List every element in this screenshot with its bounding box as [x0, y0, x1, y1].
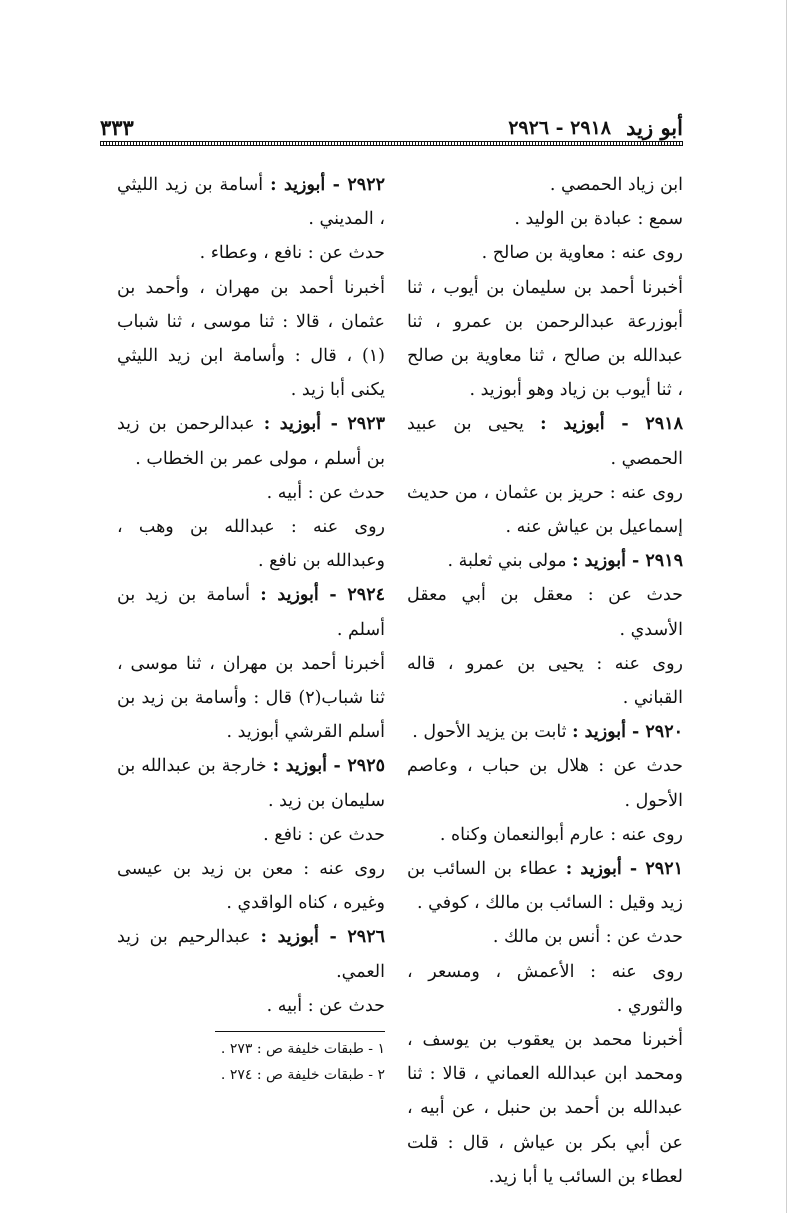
paragraph-text: حدث عن : أبيه .: [266, 995, 385, 1016]
paragraph-text: حدث عن : هلال بن حباب ، وعاصم الأحول .: [407, 756, 683, 811]
paragraph-text: حدث عن : أنس بن مالك .: [492, 927, 683, 948]
paragraph-text: حدث عن : أبيه .: [266, 482, 385, 503]
paragraph: [407, 202, 683, 236]
paragraph: [407, 647, 683, 715]
right-column: [407, 168, 683, 1194]
paragraph-text: عبدالرحيم بن زيد العمي.: [117, 927, 385, 982]
running-header: [100, 115, 683, 140]
paragraph: [407, 920, 683, 954]
footnote: ١ - طبقات خليفة ص : ٢٧٣ .: [220, 1041, 385, 1058]
paragraph-text: ابن زياد الحمصي .: [549, 175, 683, 195]
paragraph: [407, 578, 683, 646]
entry-number: ٢٩٢٤ - أبوزيد :: [260, 585, 385, 606]
entry-heading-paragraph: [117, 168, 385, 236]
paragraph-text: عبدالرحمن بن زيد بن أسلم ، مولى عمر بن الخطاب .: [117, 414, 385, 469]
left-column-body: [117, 168, 385, 1023]
paragraph-text: سمع : عبادة بن الوليد .: [514, 209, 683, 230]
paragraph: [407, 749, 683, 817]
paragraph-text: حدث عن : نافع .: [263, 824, 385, 845]
paragraph-text: أخبرنا أحمد بن مهران ، وأحمد بن عثمان ، قالا : ثنا موسى ، ثنا شباب (١) ، قال : وأسامة ابن زيد الليثي يكنى أبا زيد .: [117, 277, 385, 401]
paragraph: [407, 476, 683, 544]
entry-heading-paragraph: [117, 407, 385, 475]
entry-number: ٢٩٢١ - أبوزيد :: [565, 859, 683, 880]
paragraph-text: روى عنه : يحيى بن عمرو ، قاله القباني .: [407, 653, 683, 709]
header-rule: [100, 141, 683, 146]
paragraph-text: خارجة بن عبدالله بن سليمان بن زيد .: [117, 756, 385, 811]
entry-heading-paragraph: [407, 715, 683, 749]
paragraph-text: روى عنه : معاوية بن صالح .: [481, 243, 683, 264]
paragraph: [407, 818, 683, 852]
entry-number: ٢٩٢٣ - أبوزيد :: [263, 414, 385, 435]
paragraph-text: روى عنه : عبدالله بن وهب ، وعبدالله بن نافع .: [117, 517, 385, 572]
paragraph-text: أخبرنا أحمد بن مهران ، ثنا موسى ، ثنا شباب(٢) قال : وأسامة بن زيد بن أسلم القرشي أبوزيد .: [117, 653, 386, 743]
paragraph: [117, 236, 385, 270]
entry-number: ٢٩٢٥ - أبوزيد :: [272, 756, 385, 777]
paragraph-text: ثابت بن يزيد الأحول .: [412, 722, 567, 743]
footnote: ٢ - طبقات خليفة ص : ٢٧٤ .: [220, 1067, 385, 1084]
entry-heading-paragraph: [117, 920, 385, 988]
paragraph-text: روى عنه : حريز بن عثمان ، من حديث إسماعيل بن عياش عنه .: [407, 482, 683, 538]
paragraph-text: حدث عن : نافع ، وعطاء .: [199, 243, 385, 264]
paragraph: [407, 271, 683, 408]
left-column: [117, 168, 385, 1088]
footnotes: [117, 1036, 385, 1088]
entry-number: ٢٩٢٠ - أبوزيد :: [572, 722, 683, 743]
paragraph-text: روى عنه : الأعمش ، ومسعر ، والثوري .: [407, 961, 683, 1016]
page-edge-line: [786, 0, 787, 1213]
entry-number: ٢٩١٨ - أبوزيد :: [540, 414, 683, 435]
paragraph-text: أخبرنا محمد بن يعقوب بن يوسف ، ومحمد ابن عبدالله العماني ، قالا : ثنا عبدالله بن أحمد بن حنبل ، عن أبيه ، عن أبي بكر بن عياش ، قال : قلت لعطاء بن السائب يا أبا زيد.: [407, 1030, 683, 1187]
paragraph: [407, 955, 683, 1023]
paragraph: [117, 647, 385, 750]
paragraph: [117, 818, 385, 852]
paragraph-text: عطاء بن السائب بن زيد وقيل : السائب بن مالك ، كوفي .: [407, 859, 683, 914]
paragraph: [407, 168, 683, 202]
entry-heading-paragraph: [407, 852, 683, 920]
paragraph-text: روى عنه : معن بن زيد بن عيسى وغيره ، كناه الواقدي .: [117, 859, 385, 914]
paragraph-text: يحيى بن عبيد الحمصي .: [407, 414, 683, 469]
page-number: ٣٣٣: [100, 115, 134, 140]
entry-heading-paragraph: [407, 407, 683, 475]
paragraph-text: روى عنه : عارم أبوالنعمان وكناه .: [439, 824, 683, 845]
paragraph-text: حدث عن : معقل بن أبي معقل الأسدي .: [407, 585, 683, 640]
header-title: أبو زيد: [626, 115, 683, 140]
paragraph-text: أسامة بن زيد بن أسلم .: [117, 585, 385, 640]
paragraph: [117, 852, 385, 920]
paragraph: [117, 510, 385, 578]
paragraph-text: أخبرنا أحمد بن سليمان بن أيوب ، ثنا أبوزرعة عبدالرحمن بن عمرو ، ثنا عبدالله بن صالح ، ثنا معاوية بن صالح ، ثنا أيوب بن زياد وهو أبوزيد .: [407, 277, 683, 401]
entry-heading-paragraph: [117, 749, 385, 817]
paragraph: [117, 271, 385, 408]
entry-heading-paragraph: [407, 544, 683, 578]
paragraph-text: مولى بني ثعلبة .: [447, 551, 567, 572]
entry-number: ٢٩٢٢ - أبوزيد :: [270, 175, 385, 195]
paragraph: [407, 1023, 683, 1194]
entry-number: ٢٩٢٦ - أبوزيد :: [260, 927, 385, 948]
footnote-rule: [215, 1031, 385, 1032]
paragraph: [407, 236, 683, 270]
paragraph: [117, 989, 385, 1023]
header-entry-range: ٢٩١٨ - ٢٩٢٦: [508, 117, 611, 139]
entry-number: ٢٩١٩ - أبوزيد :: [572, 551, 683, 572]
paragraph: [117, 476, 385, 510]
paragraph-text: أسامة بن زيد الليثي ، المديني .: [117, 175, 385, 230]
entry-heading-paragraph: [117, 578, 385, 646]
